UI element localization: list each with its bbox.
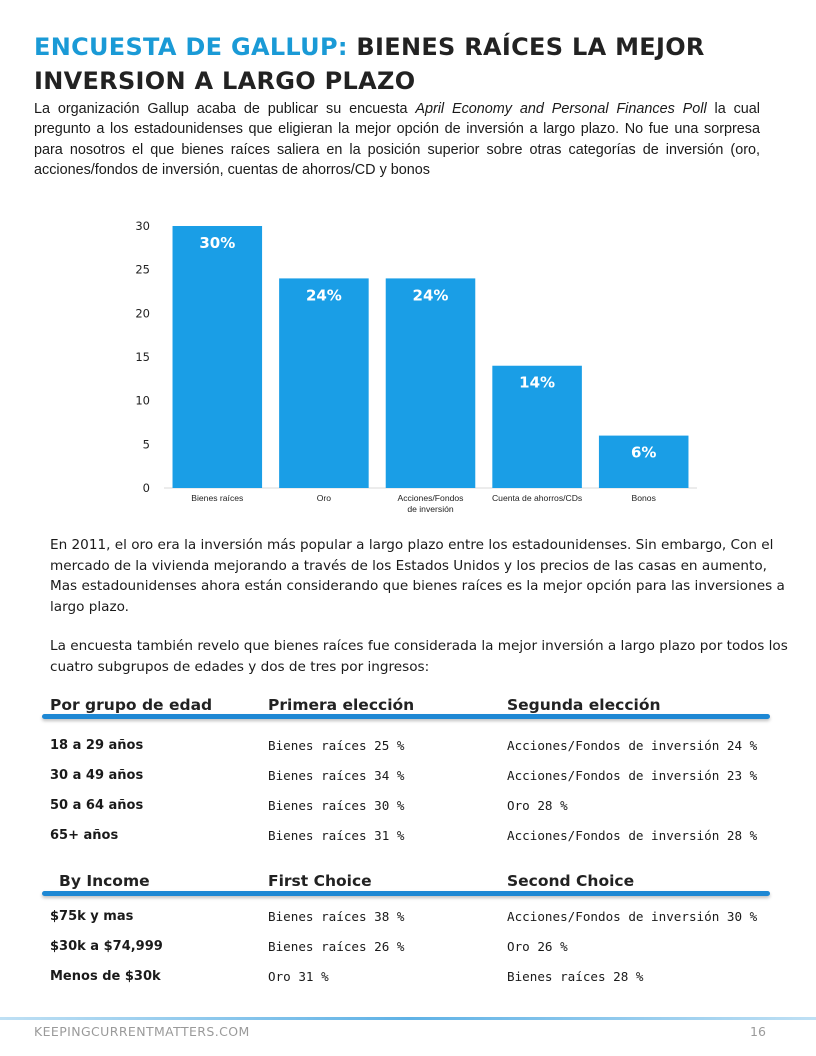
age-table-rule xyxy=(42,714,770,719)
x-category-label xyxy=(492,493,582,503)
footer-divider xyxy=(0,1017,816,1020)
x-category-label-line: de inversión xyxy=(407,504,454,514)
x-category-label-line: Bonos xyxy=(631,493,656,503)
paragraph-subgroups: La encuesta también revelo que bienes raíces fue considerada la mejor inversión a largo plazo por todos los cuatro subgrupos de edades y dos de tres por ingresos: xyxy=(50,638,788,675)
first-choice-cell: Bienes raíces 34 % xyxy=(268,768,405,783)
second-choice-cell: Acciones/Fondos de inversión 23 % xyxy=(507,768,758,783)
x-category-label-line: Bienes raíces xyxy=(191,493,244,503)
age-group-table xyxy=(50,694,790,843)
bar-data-label: 6% xyxy=(630,443,657,462)
income-table-rule xyxy=(42,891,770,896)
title-rest: BIENES RAÍCES LA MEJOR INVERSION A LARGO PLAZO xyxy=(34,33,705,95)
first-choice-cell: Bienes raíces 38 % xyxy=(268,909,405,924)
first-choice-cell: Bienes raíces 30 % xyxy=(268,798,405,813)
chart-svg xyxy=(122,212,702,522)
page-number: 16 xyxy=(750,1024,766,1039)
x-category-label xyxy=(191,493,243,503)
bar-data-label: 24% xyxy=(305,286,342,305)
bar-data-label: 30% xyxy=(199,234,236,252)
second-choice-cell: Acciones/Fondos de inversión 24 % xyxy=(507,738,758,753)
investment-bar-chart xyxy=(122,212,702,522)
x-category-label xyxy=(317,493,332,503)
second-choice-cell: Bienes raíces 28 % xyxy=(507,969,644,984)
x-category-label xyxy=(398,493,464,514)
second-choice-cell: Acciones/Fondos de inversión 28 % xyxy=(507,828,758,843)
y-tick-label: 0 xyxy=(142,481,150,495)
second-choice-cell: Acciones/Fondos de inversión 30 % xyxy=(507,909,758,924)
intro-paragraph xyxy=(34,99,760,181)
age-cell: 65+ años xyxy=(50,828,119,843)
y-tick-label: 5 xyxy=(142,437,150,452)
x-category-label-line: Cuenta de ahorros/CDs xyxy=(491,493,583,503)
y-tick-label: 10 xyxy=(135,393,150,408)
first-choice-cell: Bienes raíces 31 % xyxy=(268,828,405,843)
first-choice-cell: Bienes raíces 26 % xyxy=(268,939,405,954)
x-category-label-line: Acciones/Fondos xyxy=(397,493,464,503)
paragraph-gold-2011: En 2011, el oro era la inversión más popular a largo plazo entre los estadounidenses. Sin embargo, Con el mercado de la vivienda mejorando a través de los Estados Unidos y los precios de las casas en aumento, Mas estadounidenses ahora están considerando que bienes raíces es la mejor opción para las inversiones a largo plazo. xyxy=(50,537,785,615)
second-choice-cell: Oro 28 % xyxy=(507,798,568,813)
x-category-label-line: Oro xyxy=(316,493,332,503)
intro-survey-name: April Economy and Personal Finances Poll xyxy=(415,101,707,117)
intro-part2: la cual pregunto a los estadounidenses que eligieran la mejor opción de inversión a largo plazo. No fue una sorpresa para nosotros el que bienes raíces saliera en la posición superior sobre otras categorías de inversión (oro, acciones/fondos de inversión, cuentas de ahorros/CD y bonos xyxy=(34,101,760,179)
bar xyxy=(173,226,263,488)
income-table xyxy=(50,870,790,984)
y-tick-label: 30 xyxy=(135,219,150,233)
bar-data-label: 24% xyxy=(412,286,449,305)
first-choice-cell: Bienes raíces 25 % xyxy=(268,738,405,753)
bar xyxy=(386,278,476,488)
age-header-second: Segunda elección xyxy=(507,696,661,714)
income-cell: $75k y mas xyxy=(50,909,134,924)
age-cell: 30 a 49 años xyxy=(50,768,144,783)
income-cell: $30k a $74,999 xyxy=(50,939,163,954)
first-choice-cell: Oro 31 % xyxy=(268,969,329,984)
income-header-second: Second Choice xyxy=(507,872,635,890)
age-cell: 50 a 64 años xyxy=(50,798,144,813)
bar xyxy=(279,278,369,488)
income-cell: Menos de $30k xyxy=(50,969,161,984)
page-title xyxy=(34,30,794,98)
income-header-first: First Choice xyxy=(268,872,372,890)
y-tick-label: 15 xyxy=(135,350,150,364)
title-accent: ENCUESTA DE GALLUP: xyxy=(34,33,348,61)
x-category-label xyxy=(632,493,656,503)
age-header-first: Primera elección xyxy=(268,696,415,714)
bar-data-label: 14% xyxy=(519,373,556,392)
age-header-group: Por grupo de edad xyxy=(50,696,213,714)
age-cell: 18 a 29 años xyxy=(50,738,144,753)
second-choice-cell: Oro 26 % xyxy=(507,939,568,954)
intro-part1: La organización Gallup acaba de publicar su encuesta xyxy=(34,101,416,117)
income-header-group: By Income xyxy=(59,872,150,890)
y-tick-label: 20 xyxy=(135,306,150,321)
footer-site: KEEPINGCURRENTMATTERS.COM xyxy=(34,1024,250,1039)
y-tick-label: 25 xyxy=(135,262,150,277)
